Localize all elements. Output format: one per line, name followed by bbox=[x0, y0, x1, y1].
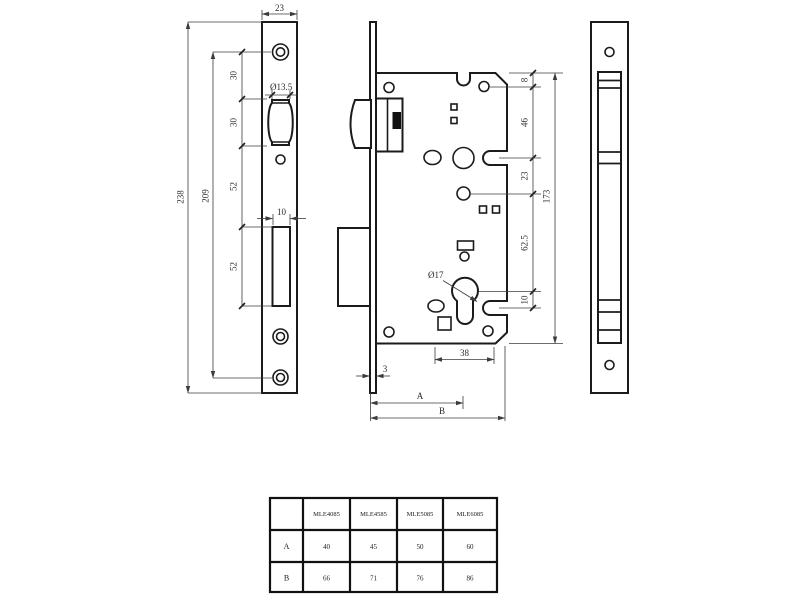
dim-cylinder-span bbox=[435, 347, 494, 364]
side-view bbox=[338, 22, 563, 421]
dim-faceplate-thickness-label: 3 bbox=[382, 364, 388, 374]
dim-seg2-label: 30 bbox=[228, 118, 239, 127]
deadbolt-thrown bbox=[338, 228, 370, 306]
dim-spindle-to-aux-label: 23 bbox=[519, 171, 530, 181]
dim-plate-height-label: 238 bbox=[175, 190, 186, 204]
dim-plate-width bbox=[262, 3, 297, 20]
row-b-value-1: 66 bbox=[323, 574, 330, 583]
front-view bbox=[176, 3, 307, 393]
dim-top-to-screw-label: 8 bbox=[519, 77, 530, 83]
dim-latch-diameter-label: Ø13.5 bbox=[270, 82, 293, 92]
dim-cylinder-to-notch-label: 10 bbox=[519, 295, 530, 305]
cover-plate-outline bbox=[591, 22, 628, 393]
dim-plate-width-label: 23 bbox=[275, 3, 284, 13]
size-table bbox=[270, 498, 497, 592]
cover-plate-view bbox=[591, 22, 628, 393]
dim-case-height bbox=[542, 73, 556, 344]
model-header-1: MLE4085 bbox=[313, 511, 340, 518]
dim-backset-label: A bbox=[416, 391, 424, 401]
row-b-value-2: 71 bbox=[370, 574, 377, 583]
row-b-label: B bbox=[283, 573, 290, 583]
dim-aux-to-cylinder-label: 62.5 bbox=[519, 235, 530, 251]
dim-overall-depth bbox=[371, 346, 506, 421]
row-a-label: A bbox=[283, 542, 290, 551]
row-a-value-4: 60 bbox=[466, 543, 474, 551]
dim-case-height-label: 173 bbox=[541, 189, 552, 204]
dim-seg3-label: 52 bbox=[228, 182, 239, 191]
row-a-value-3: 50 bbox=[416, 543, 424, 551]
latch-bolt-assembly bbox=[351, 99, 403, 152]
model-header-3: MLE5085 bbox=[406, 511, 434, 518]
latch-head bbox=[351, 100, 372, 148]
dim-seg4-label: 52 bbox=[228, 262, 239, 271]
model-header-2: MLE4585 bbox=[360, 511, 387, 518]
dim-cylinder-diameter-label: Ø17 bbox=[428, 270, 444, 280]
row-b-value-4: 86 bbox=[466, 574, 474, 583]
latch-spring-block bbox=[393, 112, 402, 129]
row-b-value-3: 76 bbox=[416, 574, 424, 583]
dim-overall-depth-label: B bbox=[438, 406, 446, 416]
model-header-4: MLE6085 bbox=[456, 511, 484, 518]
dim-screw-to-spindle-label: 46 bbox=[519, 118, 530, 127]
row-a-value-2: 45 bbox=[370, 543, 377, 551]
latch-bolt-cutout bbox=[268, 100, 293, 145]
dim-cylinder-span-label: 38 bbox=[460, 348, 469, 358]
dim-seg1-label: 30 bbox=[228, 71, 239, 80]
dim-screw-span-label: 209 bbox=[200, 189, 211, 203]
dim-plate-height bbox=[176, 22, 263, 393]
dim-backset bbox=[371, 391, 464, 421]
row-a-value-1: 40 bbox=[323, 543, 330, 551]
dim-bolt-hole-width-label: 10 bbox=[277, 207, 286, 217]
